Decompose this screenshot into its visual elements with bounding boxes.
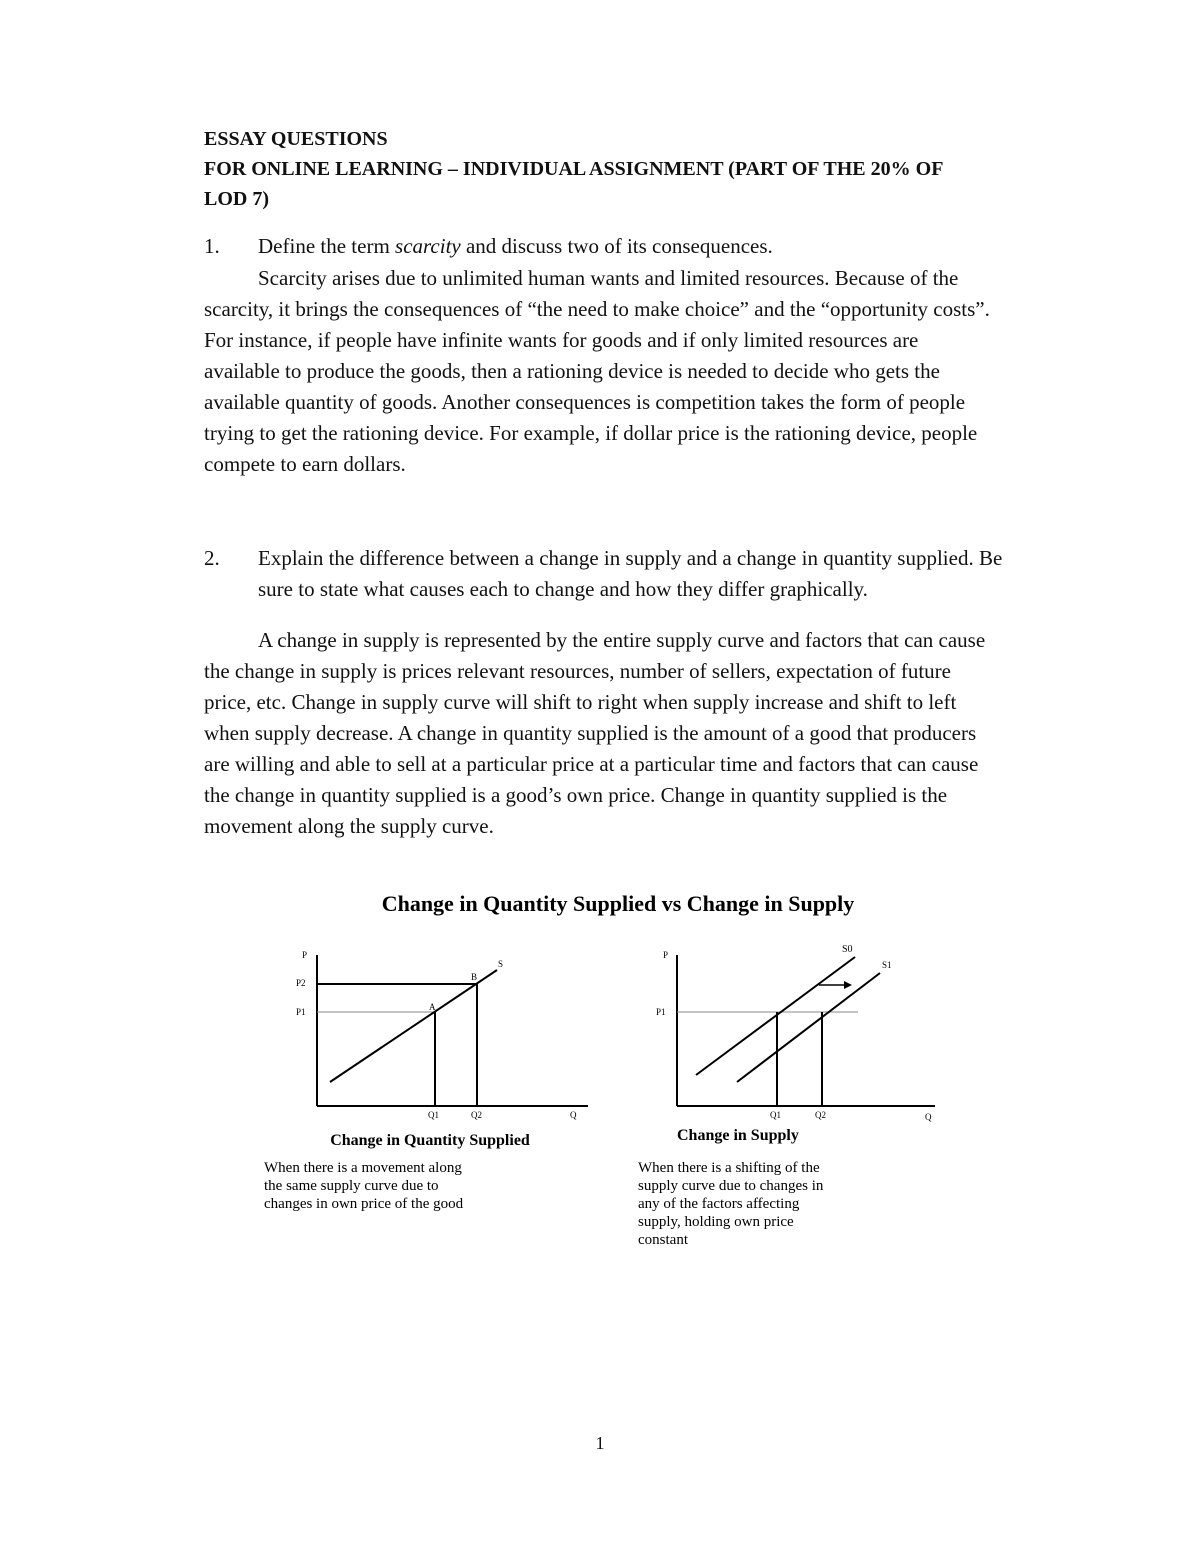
right-description-line: When there is a shifting of the [638, 1160, 820, 1176]
right-curve-s0-label: S0 [842, 944, 853, 955]
heading-essay-questions: ESSAY QUESTIONS [204, 128, 388, 150]
answer-1 [204, 263, 1104, 480]
answer-2-line: A change in supply is represented by the entire supply curve and factors that can cause [258, 628, 986, 652]
left-q1-label: Q1 [428, 1110, 439, 1120]
question-2-line: sure to state what causes each to change and how they differ graphically. [258, 577, 868, 601]
answer-1-line: available quantity of goods. Another consequences is competition takes the form of people [204, 390, 966, 414]
answer-2-line: the change in supply is prices relevant resources, number of sellers, expectation of future [204, 659, 951, 683]
answer-1-line: For instance, if people have infinite wants for goods and if only limited resources are [204, 328, 919, 352]
figure-title: Change in Quantity Supplied vs Change in Supply [381, 891, 855, 916]
left-point-b: B [471, 972, 478, 982]
left-y-label: P [302, 950, 308, 960]
right-curve-s1-label: S1 [882, 960, 892, 970]
left-description-line: the same supply curve due to [264, 1178, 439, 1194]
answer-2-line: movement along the supply curve. [204, 814, 494, 838]
supply-comparison-figure [258, 880, 978, 1260]
page-number: 1 [595, 1433, 605, 1453]
left-supply-curve [330, 970, 497, 1082]
right-supply-curve-s0 [696, 957, 855, 1075]
answer-2-line: price, etc. Change in supply curve will shift to right when supply increase and shift to left [204, 690, 957, 714]
left-caption: Change in Quantity Supplied [330, 1132, 530, 1149]
right-q2-label: Q2 [815, 1110, 826, 1120]
left-point-a: A [429, 1002, 436, 1012]
right-description-line: constant [638, 1232, 688, 1248]
answer-1-line: Scarcity arises due to unlimited human wants and limited resources. Because of the [258, 266, 959, 290]
question-1-number: 1. [204, 234, 220, 258]
left-description-line: When there is a movement along [264, 1160, 462, 1176]
question-2-number: 2. [204, 546, 220, 570]
right-description-line: supply curve due to changes in [638, 1178, 824, 1194]
left-diagram [296, 950, 588, 1120]
answer-1-line: trying to get the rationing device. For example, if dollar price is the rationing device, people [204, 421, 978, 445]
left-p1-label: P1 [296, 1007, 306, 1017]
question-1-term: scarcity [395, 234, 461, 258]
left-curve-label: S [498, 959, 504, 969]
right-y-label: P [663, 950, 669, 960]
heading-assignment-line-cont: LOD 7) [204, 188, 269, 210]
answer-2-line: when supply decrease. A change in quantity supplied is the amount of a good that producers [204, 721, 977, 745]
question-2-text [258, 543, 1108, 605]
answer-2-line: are willing and able to sell at a particular price at a particular time and factors that can cause [204, 752, 979, 776]
answer-2-line: the change in quantity supplied is a good’s own price. Change in quantity supplied is the [204, 783, 948, 807]
left-p2-label: P2 [296, 978, 306, 988]
answer-1-line: compete to earn dollars. [204, 452, 406, 476]
answer-1-line: available to produce the goods, then a rationing device is needed to decide who gets the [204, 359, 940, 383]
answer-2 [204, 625, 1104, 842]
right-q1-label: Q1 [770, 1110, 781, 1120]
right-description-line: supply, holding own price [638, 1214, 794, 1230]
left-x-label: Q [570, 1110, 577, 1120]
shift-arrow-head [844, 981, 852, 989]
right-diagram [656, 944, 935, 1122]
question-1-text-part: Define the term [258, 234, 396, 258]
answer-1-line: scarcity, it brings the consequences of “the need to make choice” and the “opportunity costs”. [204, 297, 990, 321]
right-description-line: any of the factors affecting [638, 1196, 800, 1212]
heading-assignment-line: FOR ONLINE LEARNING – INDIVIDUAL ASSIGNMENT (PART OF THE 20% OF [204, 158, 944, 180]
right-caption: Change in Supply [677, 1127, 799, 1144]
question-1-text-part: and discuss two of its consequences. [460, 234, 773, 258]
left-q2-label: Q2 [471, 1110, 482, 1120]
right-x-label: Q [925, 1112, 932, 1122]
question-2-line: Explain the difference between a change in supply and a change in quantity supplied. Be [258, 546, 1003, 570]
left-description-line: changes in own price of the good [264, 1196, 464, 1212]
question-1-text [258, 231, 1108, 262]
right-p1-label: P1 [656, 1007, 666, 1017]
